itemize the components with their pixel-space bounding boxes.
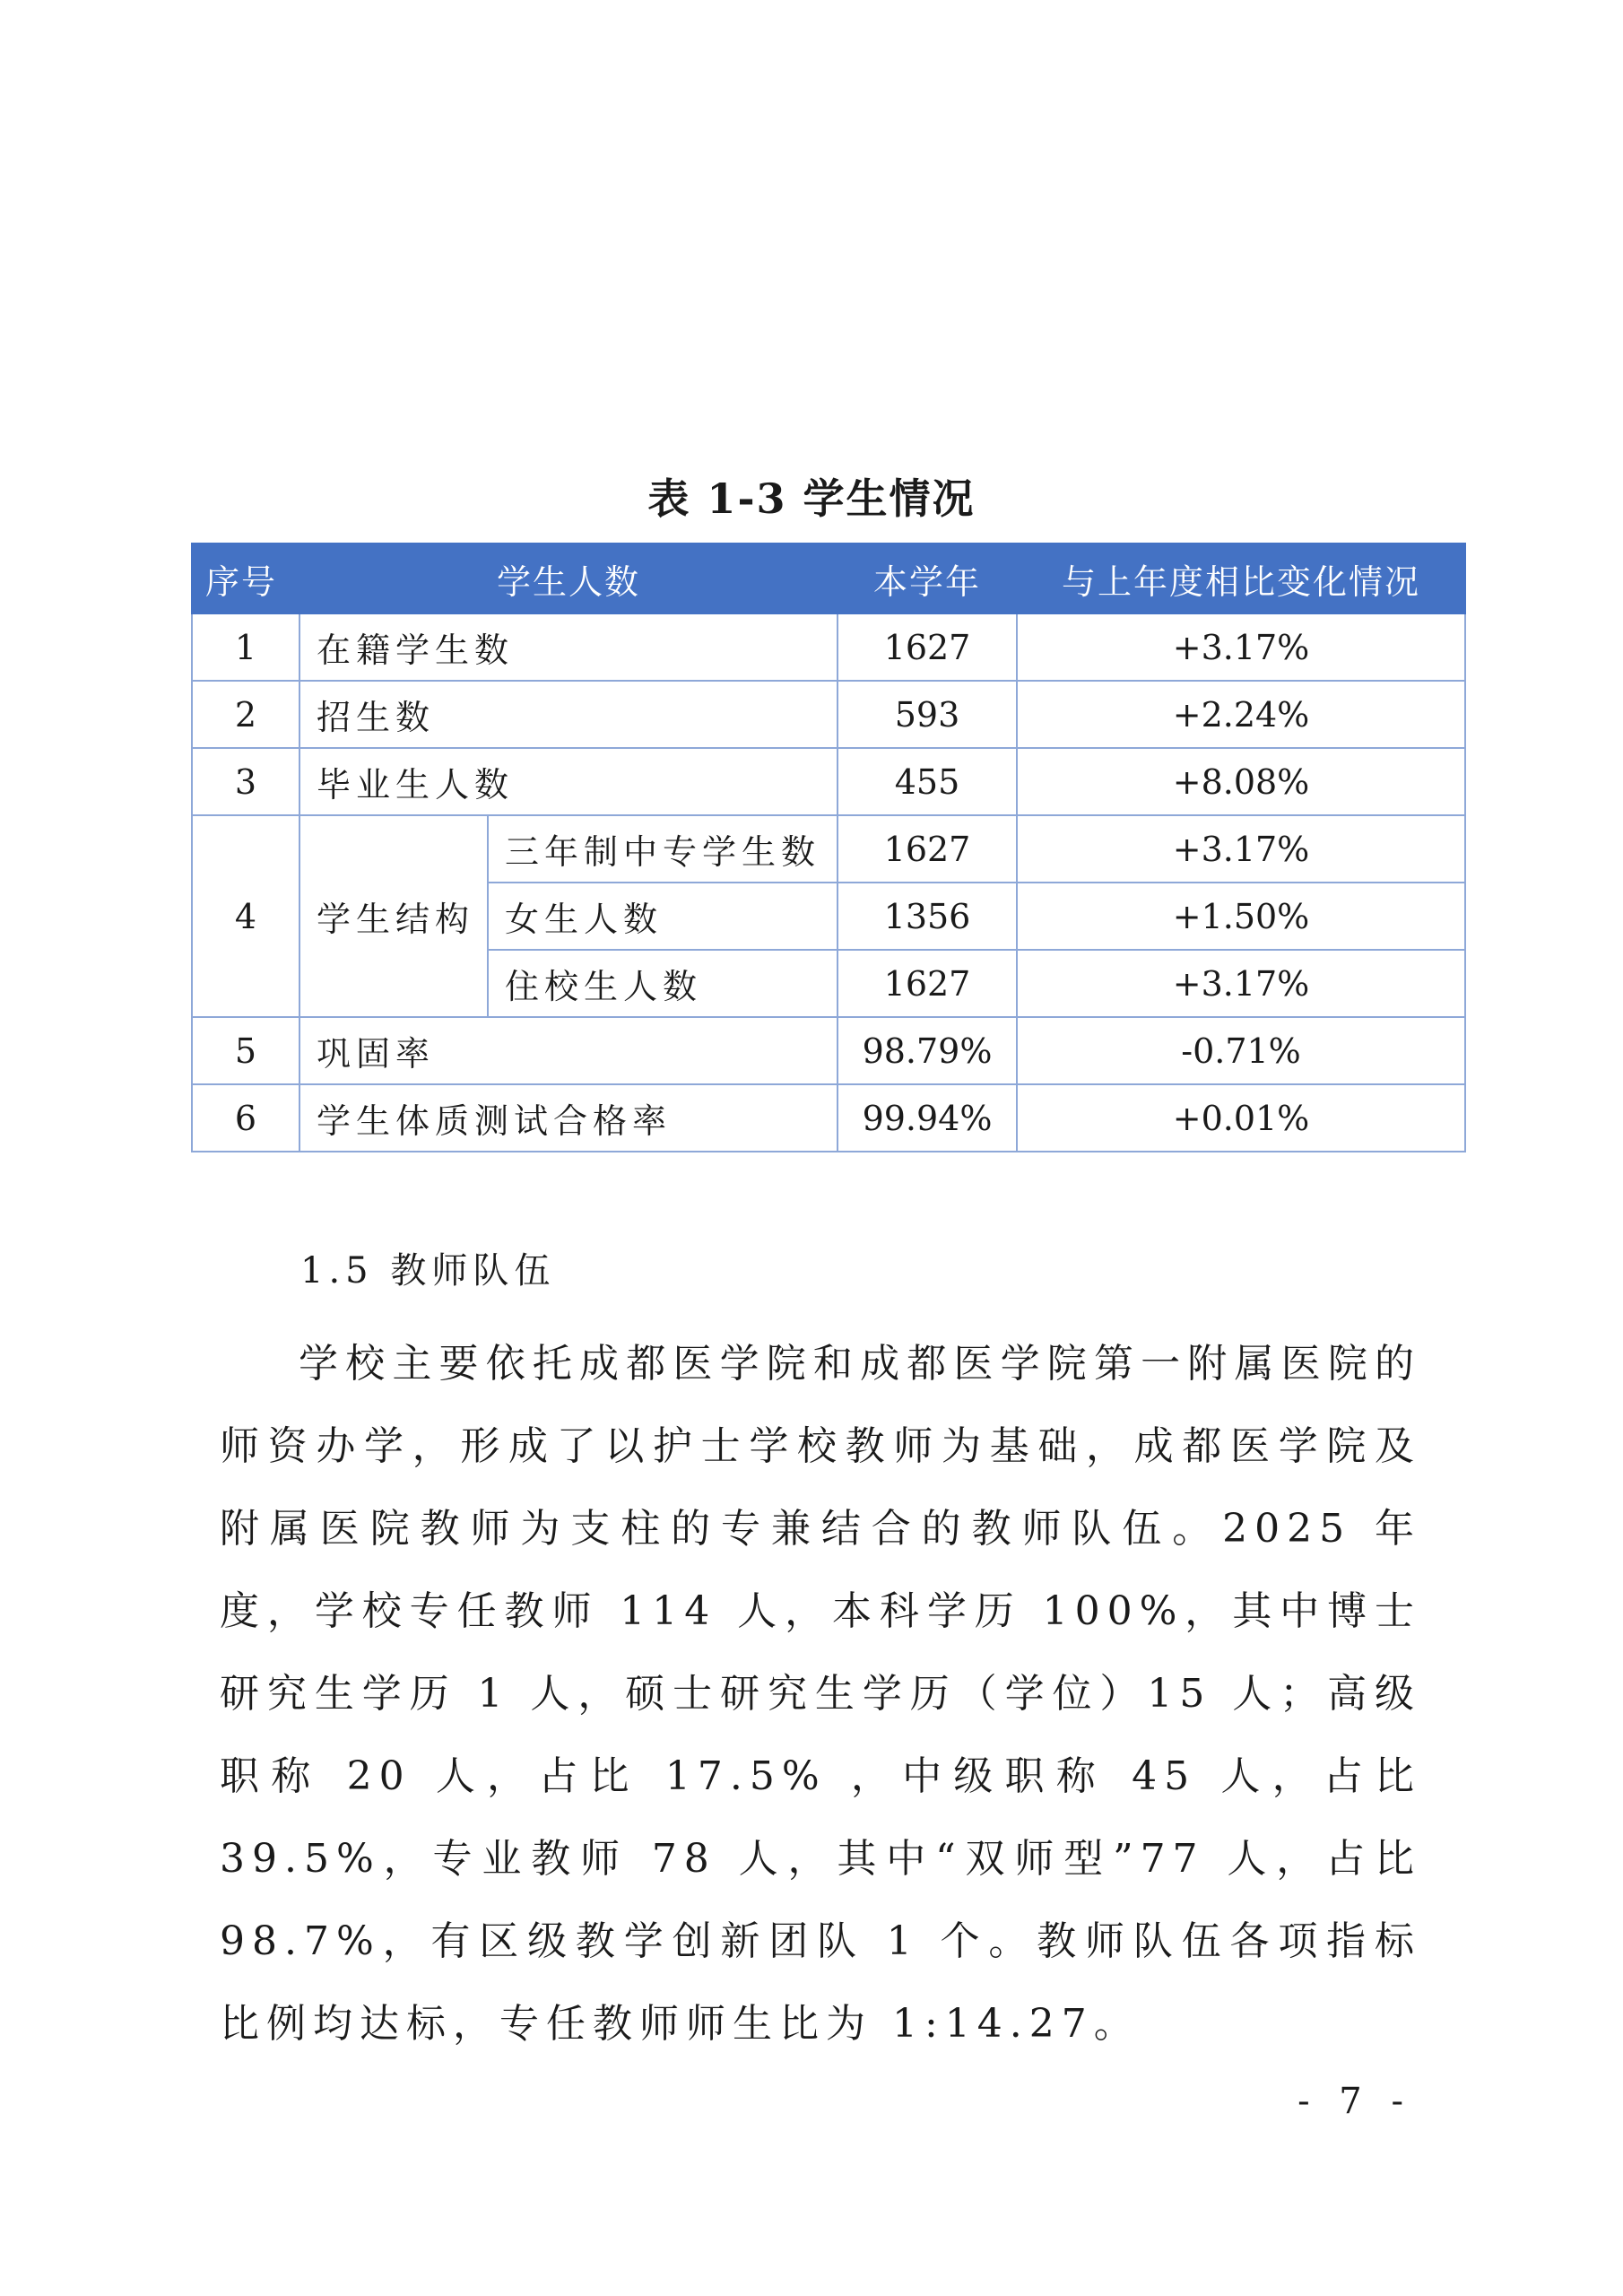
student-stats-table xyxy=(191,543,1466,1152)
body-paragraph: 学校主要依托成都医学院和成都医学院第一附属医院的师资办学，形成了以护士学校教师为基础，成都医学院及附属医院教师为支柱的专兼结合的教师队伍。2025 年度，学校专任教师 114 人，本科学历 100%，其中博士研究生学历 1 人，硕士研究生学历（学位）15 人；高级职称 20 人，占比 17.5% ，中级职称 45 人，占比 39.5%，专业教师 78 人，其中“双师型”77 人，占比 98.7%，有区级教学创新团队 1 个。教师队伍各项指标比例均达标，专任教师师生比为 1:14.27。 xyxy=(220,1341,1421,2047)
row-change: -0.71% xyxy=(1017,1017,1465,1084)
table-title: 表 1-3 学生情况 xyxy=(647,474,976,523)
body-paragraph-block xyxy=(220,1323,1421,2066)
table-row xyxy=(192,1017,1465,1084)
row-current: 98.79% xyxy=(838,1017,1017,1084)
table-header-row xyxy=(192,544,1465,613)
row-change: +8.08% xyxy=(1017,748,1465,815)
page-number: - 7 - xyxy=(1298,2081,1412,2122)
row-seq: 6 xyxy=(192,1084,299,1152)
header-current: 本学年 xyxy=(838,544,1017,613)
table-row xyxy=(192,681,1465,748)
row-seq: 1 xyxy=(192,613,299,681)
row-item: 学生体质测试合格率 xyxy=(299,1084,838,1152)
row-change: +1.50% xyxy=(1017,883,1465,950)
row-change: +2.24% xyxy=(1017,681,1465,748)
row-current: 1356 xyxy=(838,883,1017,950)
row-current: 99.94% xyxy=(838,1084,1017,1152)
row-current: 1627 xyxy=(838,950,1017,1017)
row-change: +3.17% xyxy=(1017,613,1465,681)
row-seq: 3 xyxy=(192,748,299,815)
row-sub-item: 三年制中专学生数 xyxy=(488,815,838,883)
section-heading: 1.5 教师队伍 xyxy=(300,1250,556,1292)
row-seq: 2 xyxy=(192,681,299,748)
header-change: 与上年度相比变化情况 xyxy=(1017,544,1465,613)
row-sub-item: 住校生人数 xyxy=(488,950,838,1017)
table-row xyxy=(192,1084,1465,1152)
row-item: 在籍学生数 xyxy=(299,613,838,681)
row-change: +3.17% xyxy=(1017,950,1465,1017)
header-seq: 序号 xyxy=(192,544,299,613)
row-change: +3.17% xyxy=(1017,815,1465,883)
row-item: 巩固率 xyxy=(299,1017,838,1084)
row-sub-item: 女生人数 xyxy=(488,883,838,950)
row-current: 1627 xyxy=(838,815,1017,883)
row-current: 1627 xyxy=(838,613,1017,681)
row-item: 毕业生人数 xyxy=(299,748,838,815)
row-seq: 4 xyxy=(192,815,299,1017)
row-current: 455 xyxy=(838,748,1017,815)
row-change: +0.01% xyxy=(1017,1084,1465,1152)
table-row xyxy=(192,613,1465,681)
header-item: 学生人数 xyxy=(299,544,838,613)
row-seq: 5 xyxy=(192,1017,299,1084)
row-group: 学生结构 xyxy=(299,815,488,1017)
row-current: 593 xyxy=(838,681,1017,748)
table-row xyxy=(192,748,1465,815)
row-item: 招生数 xyxy=(299,681,838,748)
table-row xyxy=(192,815,1465,883)
